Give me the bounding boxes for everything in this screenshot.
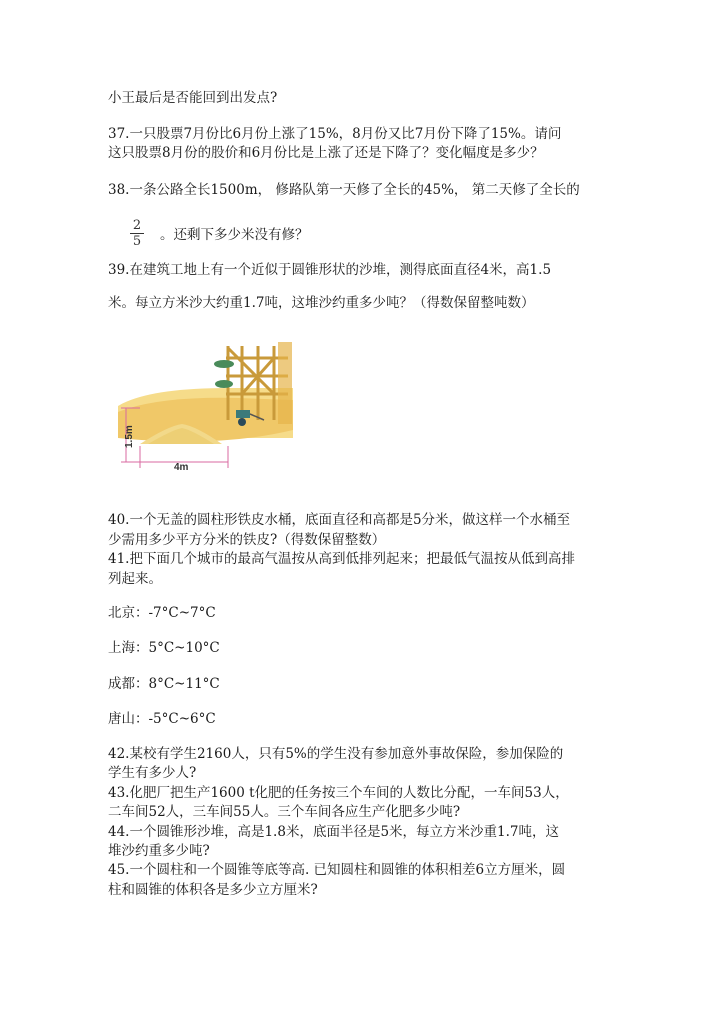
question-41-line-1: 41.把下面几个城市的最高气温按从高到低排列起来；把最低气温按从低到高排 <box>108 551 575 567</box>
question-42-line-2: 学生有多少人? <box>108 765 197 781</box>
city-shanghai: 上海：5°C~10°C <box>108 640 220 656</box>
fraction-denominator: 5 <box>132 234 142 249</box>
city-tangshan: 唐山：-5°C~6°C <box>108 711 216 727</box>
question-45-line-1: 45.一个圆柱和一个圆锥等底等高. 已知圆柱和圆锥的体积相差6立方厘米，圆 <box>108 862 566 878</box>
question-44-line-2: 堆沙约重多少吨? <box>108 843 210 859</box>
question-39-line-1: 39.在建筑工地上有一个近似于圆锥形状的沙堆，测得底面直径4米，高1.5 <box>108 262 552 278</box>
question-38-line-1: 38.一条公路全长1500m， 修路队第一天修了全长的45%， 第二天修了全长的 <box>108 182 580 198</box>
sand-pile-illustration <box>118 338 294 472</box>
question-37-line-1: 37.一只股票7月份比6月份上涨了15%，8月份又比7月份下降了15%。请问 <box>108 126 562 142</box>
height-label: 1.5m <box>124 425 135 448</box>
sand-pile-figure <box>118 338 294 472</box>
question-41-line-2: 列起来。 <box>108 571 162 587</box>
question-43-line-1: 43.化肥厂把生产1600 t化肥的任务按三个车间的人数比分配，一车间53人， <box>108 785 569 801</box>
width-label: 4m <box>174 462 189 472</box>
question-43-line-2: 二车间52人，三车间55人。三个车间各应生产化肥多少吨? <box>108 804 461 820</box>
question-37-line-2: 这只股票8月份的股价和6月份比是上涨了还是下降了？变化幅度是多少？ <box>108 145 544 161</box>
question-38-line-2: 。还剩下多少米没有修？ <box>160 227 309 243</box>
question-44-line-1: 44.一个圆锥形沙堆，高是1.8米，底面半径是5米，每立方米沙重1.7吨，这 <box>108 824 559 840</box>
question-39-line-2: 米。每立方米沙大约重1.7吨，这堆沙约重多少吨？（得数保留整吨数） <box>108 295 535 311</box>
question-40-line-1: 40.一个无盖的圆柱形铁皮水桶，底面直径和高都是5分米，做这样一个水桶至 <box>108 512 571 528</box>
fraction-numerator: 2 <box>130 218 144 234</box>
city-chengdu: 成都：8°C~11°C <box>108 676 220 692</box>
line-l1: 小王最后是否能回到出发点? <box>108 90 278 106</box>
question-42-line-1: 42.某校有学生2160人，只有5%的学生没有参加意外事故保险，参加保险的 <box>108 746 564 762</box>
question-40-line-2: 少需用多少平方分米的铁皮?（得数保留整数） <box>108 532 386 548</box>
fraction <box>130 218 144 249</box>
city-beijing: 北京：-7°C~7°C <box>108 605 216 621</box>
question-45-line-2: 柱和圆锥的体积各是多少立方厘米? <box>108 882 318 898</box>
